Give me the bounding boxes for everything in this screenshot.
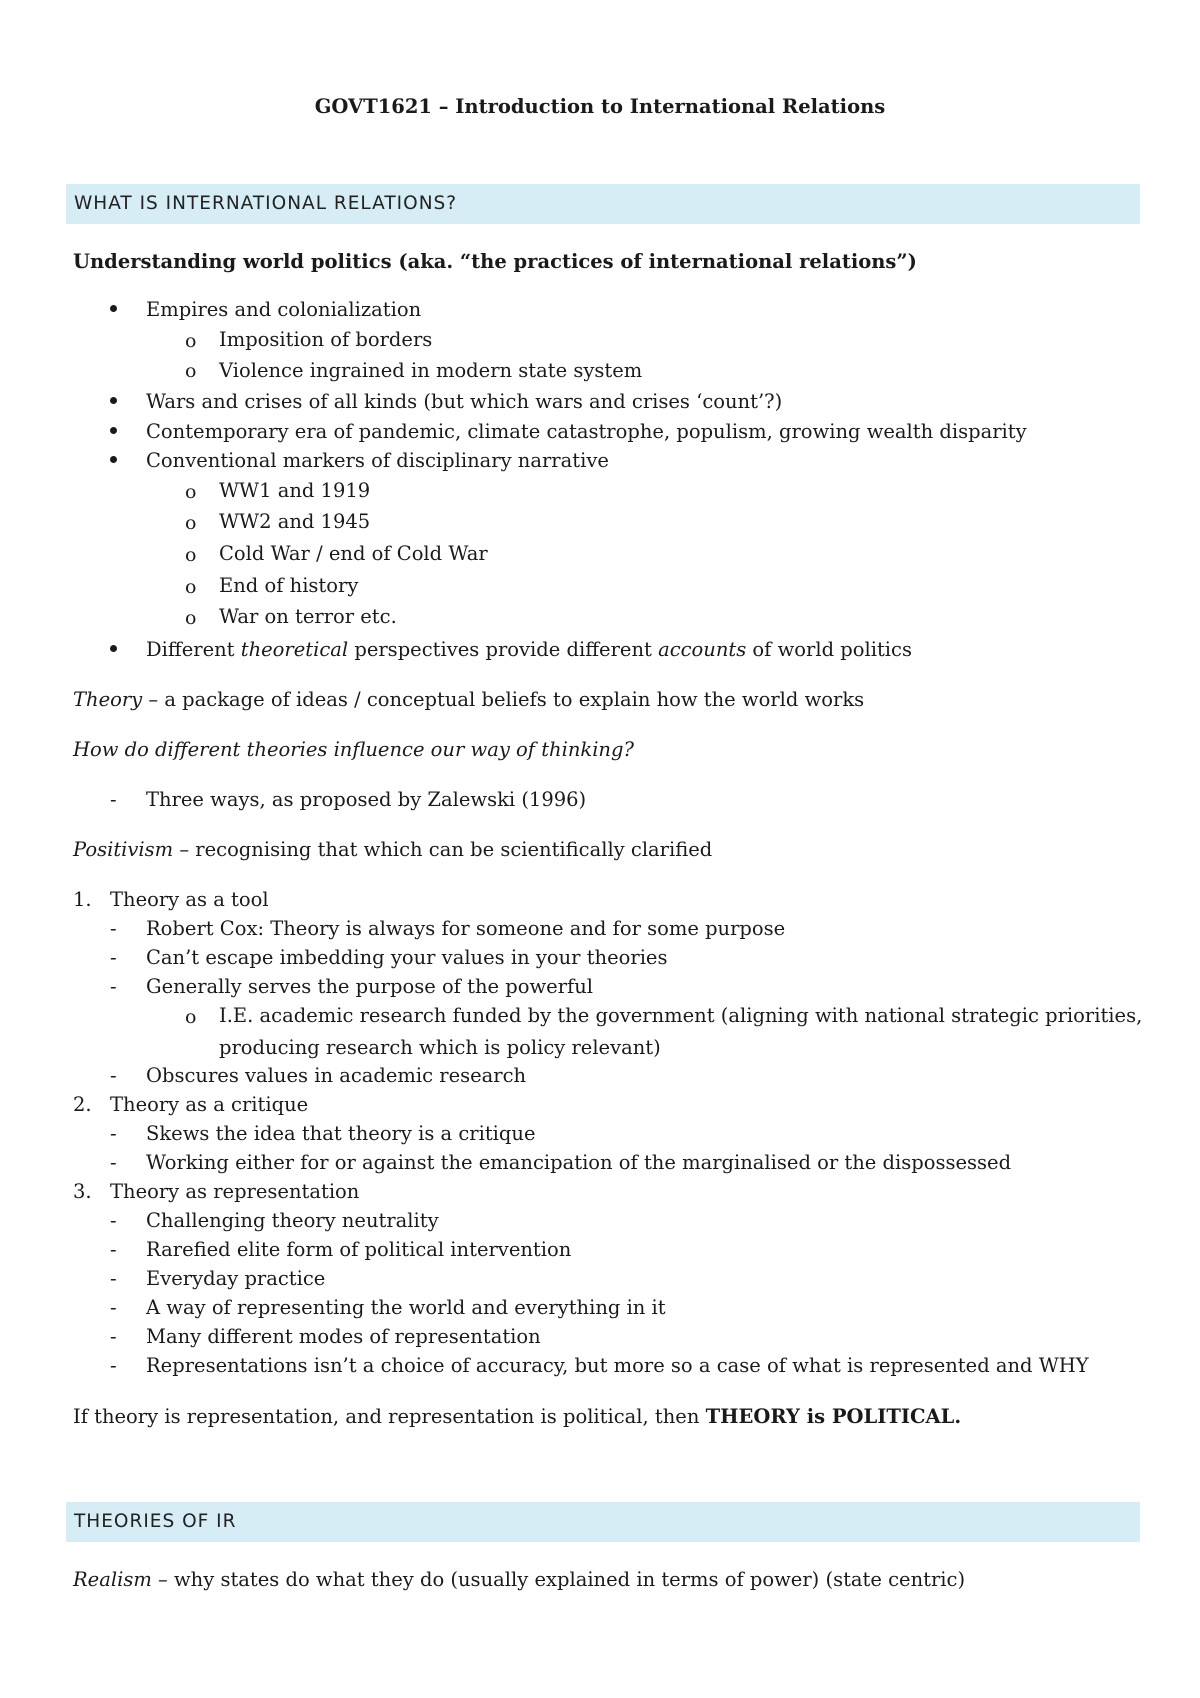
- dash-item: Generally serves the purpose of the powerful: [146, 975, 594, 998]
- dash-icon: -: [110, 917, 117, 940]
- list-number: 3.: [73, 1180, 92, 1203]
- sub-item-continued: producing research which is policy relevant): [219, 1036, 661, 1059]
- dash-item: Three ways, as proposed by Zalewski (1996): [146, 788, 587, 811]
- sub-item: Violence ingrained in modern state system: [219, 359, 643, 382]
- definition-text: – why states do what they do (usually explained in terms of power) (state centric): [151, 1568, 966, 1591]
- sub-item: End of history: [219, 574, 359, 597]
- dash-icon: -: [110, 1151, 117, 1174]
- bullet-item: Empires and colonialization: [146, 298, 422, 321]
- dash-icon: -: [110, 1064, 117, 1087]
- text-run-italic: accounts: [658, 638, 747, 661]
- sub-bullet-icon: o: [185, 1006, 197, 1028]
- dash-icon: -: [110, 1122, 117, 1145]
- dash-item: Obscures values in academic research: [146, 1064, 527, 1087]
- sub-item: WW2 and 1945: [219, 510, 371, 533]
- sub-item: Cold War / end of Cold War: [219, 542, 488, 565]
- bullet-icon: [110, 397, 117, 404]
- numbered-item: Theory as a tool: [110, 888, 269, 911]
- bullet-icon: [110, 305, 117, 312]
- sub-bullet-icon: o: [185, 512, 197, 534]
- theory-definition: [73, 690, 864, 710]
- dash-item: Challenging theory neutrality: [146, 1209, 439, 1232]
- dash-item: Everyday practice: [146, 1267, 326, 1290]
- dash-icon: -: [110, 946, 117, 969]
- sub-bullet-icon: o: [185, 330, 197, 352]
- sub-item: Imposition of borders: [219, 328, 433, 351]
- dash-item: Many different modes of representation: [146, 1325, 541, 1348]
- conclusion-text: If theory is representation, and representation is political, then: [73, 1405, 706, 1428]
- conclusion-emphasis: THEORY is POLITICAL.: [705, 1405, 962, 1428]
- defined-term: Realism: [73, 1568, 152, 1591]
- text-run: perspectives provide different: [348, 638, 659, 661]
- dash-item: A way of representing the world and everything in it: [146, 1296, 666, 1319]
- sub-bullet-icon: o: [185, 576, 197, 598]
- sub-item: WW1 and 1919: [219, 479, 371, 502]
- text-run-italic: theoretical: [240, 638, 349, 661]
- sub-bullet-icon: o: [185, 481, 197, 503]
- defined-term: Theory: [73, 688, 143, 711]
- numbered-item: Theory as representation: [110, 1180, 360, 1203]
- bullet-icon: [110, 427, 117, 434]
- bullet-icon: [110, 456, 117, 463]
- bullet-icon: [110, 645, 117, 652]
- sub-bullet-icon: o: [185, 607, 197, 629]
- dash-icon: -: [110, 975, 117, 998]
- defined-term: Positivism: [73, 838, 174, 861]
- document-title: GOVT1621 – Introduction to International Relations: [314, 95, 886, 118]
- section-heading-band: [66, 1502, 1140, 1542]
- sub-item: I.E. academic research funded by the government (aligning with national strategic priorities,: [219, 1004, 1143, 1027]
- bullet-item: Contemporary era of pandemic, climate catastrophe, populism, growing wealth disparity: [146, 420, 1027, 443]
- dash-icon: -: [110, 1209, 117, 1232]
- dash-item: Skews the idea that theory is a critique: [146, 1122, 536, 1145]
- dash-item: Working either for or against the emancipation of the marginalised or the dispossessed: [146, 1151, 1012, 1174]
- dash-icon: -: [110, 1238, 117, 1261]
- realism-definition: [73, 1570, 965, 1590]
- list-number: 1.: [73, 888, 92, 911]
- section-heading: THEORIES OF IR: [74, 1511, 237, 1532]
- text-run: Different: [146, 638, 241, 661]
- dash-icon: -: [110, 1296, 117, 1319]
- dash-item: Rarefied elite form of political intervention: [146, 1238, 572, 1261]
- sub-item: War on terror etc.: [219, 605, 397, 628]
- list-number: 2.: [73, 1093, 92, 1116]
- question-line: How do different theories influence our way of thinking?: [73, 738, 634, 761]
- dash-icon: -: [110, 788, 117, 811]
- conclusion-line: [73, 1407, 961, 1427]
- text-run: of world politics: [746, 638, 912, 661]
- positivism-definition: [73, 840, 712, 860]
- section-heading-band: [66, 184, 1140, 224]
- dash-item: Can’t escape imbedding your values in your theories: [146, 946, 668, 969]
- sub-bullet-icon: o: [185, 360, 197, 382]
- numbered-item: Theory as a critique: [110, 1093, 309, 1116]
- dash-icon: -: [110, 1354, 117, 1377]
- dash-item: Representations isn’t a choice of accuracy, but more so a case of what is represented and WHY: [146, 1354, 1089, 1377]
- definition-text: – recognising that which can be scientifically clarified: [173, 838, 713, 861]
- definition-text: – a package of ideas / conceptual beliefs to explain how the world works: [142, 688, 865, 711]
- dash-icon: -: [110, 1267, 117, 1290]
- bullet-item: Conventional markers of disciplinary narrative: [146, 449, 609, 472]
- bullet-item: Wars and crises of all kinds (but which wars and crises ‘count’?): [146, 390, 783, 413]
- section-heading: WHAT IS INTERNATIONAL RELATIONS?: [74, 193, 458, 214]
- lead-line: Understanding world politics (aka. “the practices of international relations”): [73, 250, 917, 273]
- bullet-item: [146, 640, 912, 660]
- dash-icon: -: [110, 1325, 117, 1348]
- dash-item: Robert Cox: Theory is always for someone and for some purpose: [146, 917, 786, 940]
- sub-bullet-icon: o: [185, 544, 197, 566]
